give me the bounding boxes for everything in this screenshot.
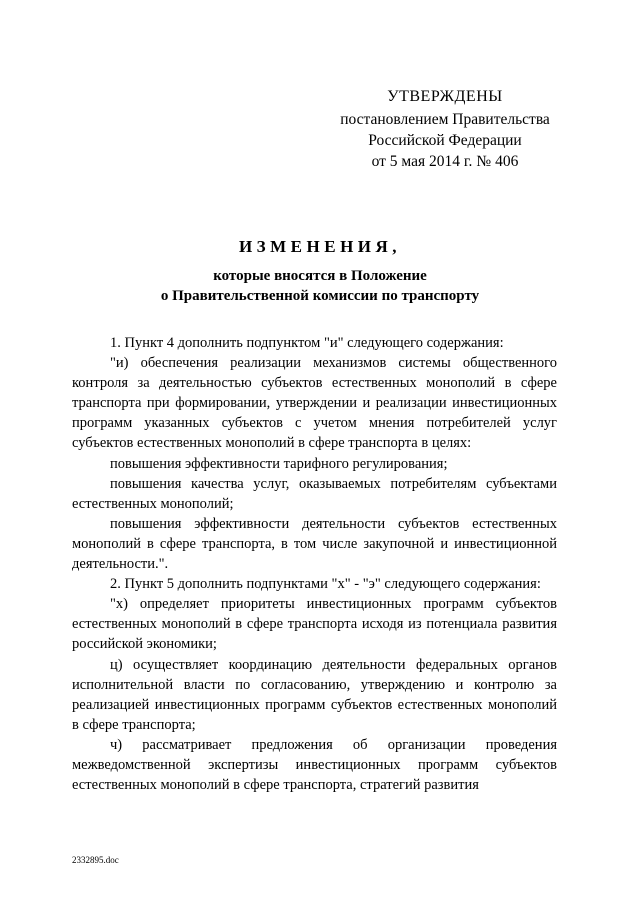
- approval-number-sign: №: [476, 153, 492, 170]
- document-body: [72, 333, 557, 795]
- approval-number: 406: [495, 153, 519, 170]
- approval-line-2: Российской Федерации: [368, 132, 522, 149]
- approval-heading: УТВЕРЖДЕНЫ: [387, 88, 503, 105]
- title-subtitle-line-1: которые вносятся в Положение: [213, 268, 427, 284]
- paragraph: "и) обеспечения реализации механизмов системы общественного контроля за деятельностью субъектов естественных монополий в сфере транспорта при формировании, утверждении и реализации инвестиционных программ указанных субъектов с учетом мнения потребителей услуг субъектов естественных монополий в сфере транспорта в целях:: [72, 355, 557, 452]
- footer-filename: 2332895.doc: [72, 855, 119, 865]
- approval-date: от 5 мая 2014 г.: [371, 153, 473, 170]
- title-subtitle: [40, 266, 600, 306]
- paragraph: ц) осуществляет координацию деятельности федеральных органов исполнительной власти по согласованию, утверждению и контролю за реализацией инвестиционных программ субъектов естественных монополий в сфере транспорта;: [72, 656, 557, 733]
- title-main: ИЗМЕНЕНИЯ,: [238, 237, 402, 256]
- approval-date-line: [330, 151, 560, 172]
- paragraph: 1. Пункт 4 дополнить подпунктом "и" следующего содержания:: [110, 335, 504, 351]
- approval-stamp: [330, 86, 560, 172]
- paragraph: повышения эффективности тарифного регулирования;: [110, 455, 448, 472]
- document-title: [40, 236, 600, 306]
- paragraph: 2. Пункт 5 дополнить подпунктами "х" - "э" следующего содержания:: [110, 576, 541, 593]
- paragraph: повышения качества услуг, оказываемых потребителям субъектами естественных монополий;: [72, 475, 557, 512]
- paragraph: "х) определяет приоритеты инвестиционных программ субъектов естественных монополий в сфере транспорта исходя из потенциала развития российской экономики;: [72, 596, 557, 653]
- approval-line-1: постановлением Правительства: [340, 111, 550, 128]
- title-subtitle-line-2: о Правительственной комиссии по транспорту: [160, 288, 480, 304]
- paragraph: повышения эффективности деятельности субъектов естественных монополий в сфере транспорта, в том числе закупочной и инвестиционной деятельности.".: [72, 515, 557, 573]
- paragraph: ч) рассматривает предложения об организации проведения межведомственной экспертизы инвестиционных программ субъектов естественных монополий в сфере транспорта, стратегий развития: [72, 736, 557, 794]
